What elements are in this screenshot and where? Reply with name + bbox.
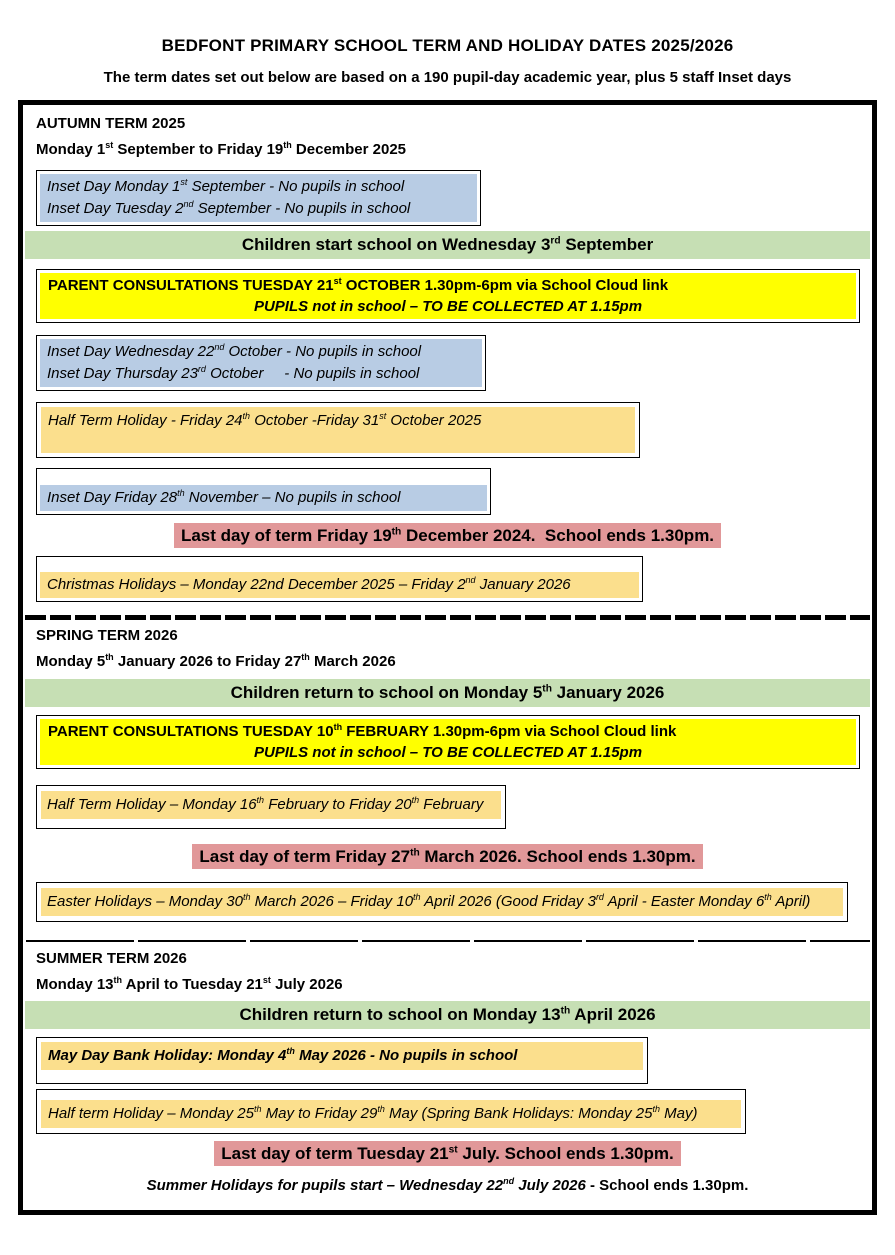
inset-day-line: Inset Day Friday 28th November – No pupils in school xyxy=(47,488,401,506)
may-day-holiday-line: May Day Bank Holiday: Monday 4th May 2026 - No pupils in school xyxy=(41,1042,643,1070)
autumn-inset-box-2 xyxy=(36,335,486,391)
summer-half-term-box xyxy=(36,1089,746,1134)
inset-day-line: Inset Day Tuesday 2nd September - No pupils in school xyxy=(47,199,411,217)
summer-holidays-note xyxy=(23,1175,872,1196)
spring-return-banner: Children return to school on Monday 5th January 2026 xyxy=(25,679,870,707)
page-title: BEDFONT PRIMARY SCHOOL TERM AND HOLIDAY DATES 2025/2026 xyxy=(161,36,734,55)
easter-holidays-line: Easter Holidays – Monday 30th March 2026 – Friday 10th April 2026 (Good Friday 3rd April - Easter Monday 6th April) xyxy=(41,888,843,916)
parent-consultations-line-2: PUPILS not in school – TO BE COLLECTED AT 1.15pm xyxy=(253,744,643,761)
spring-last-day-highlight: Last day of term Friday 27th March 2026. School ends 1.30pm. xyxy=(192,844,702,869)
autumn-half-term-box xyxy=(36,402,640,458)
summer-holidays-note-plain: - School ends 1.30pm. xyxy=(590,1177,749,1194)
autumn-parent-consultations-box xyxy=(36,269,860,323)
autumn-term-heading: AUTUMN TERM 2025 xyxy=(36,115,186,132)
inset-highlight xyxy=(40,339,482,387)
autumn-term-range: Monday 1st September to Friday 19th December 2025 xyxy=(36,140,407,158)
term-separator-thin xyxy=(26,940,870,942)
parent-consultations-line-1: PARENT CONSULTATIONS TUESDAY 21st OCTOBER 1.30pm-6pm via School Cloud link xyxy=(48,276,669,294)
term-separator-dashed xyxy=(25,615,870,620)
spring-term-heading: SPRING TERM 2026 xyxy=(36,627,178,644)
parent-consultations-highlight xyxy=(40,719,856,765)
spring-parent-consultations-box xyxy=(36,715,860,769)
parent-consultations-line-2: PUPILS not in school – TO BE COLLECTED AT 1.15pm xyxy=(253,298,643,315)
document-frame xyxy=(18,100,877,1215)
parent-consultations-line-1: PARENT CONSULTATIONS TUESDAY 10th FEBRUARY 1.30pm-6pm via School Cloud link xyxy=(48,722,677,740)
summer-last-day-highlight: Last day of term Tuesday 21st July. School ends 1.30pm. xyxy=(214,1141,680,1166)
parent-consultations-highlight xyxy=(40,273,856,319)
may-day-holiday-box xyxy=(36,1037,648,1084)
document-page xyxy=(0,36,895,1215)
summer-last-day-row xyxy=(23,1141,872,1166)
autumn-start-banner: Children start school on Wednesday 3rd September xyxy=(25,231,870,259)
inset-highlight xyxy=(40,174,477,222)
autumn-last-day-highlight: Last day of term Friday 19th December 2024. School ends 1.30pm. xyxy=(174,523,721,548)
easter-holidays-box xyxy=(36,882,848,922)
summer-return-banner: Children return to school on Monday 13th April 2026 xyxy=(25,1001,870,1029)
summer-term-range: Monday 13th April to Tuesday 21st July 2026 xyxy=(36,975,343,993)
autumn-inset-box-1 xyxy=(36,170,481,226)
christmas-holidays-line: Christmas Holidays – Monday 22nd December 2025 – Friday 2nd January 2026 xyxy=(40,572,639,598)
spring-half-term-box xyxy=(36,785,506,829)
page-subtitle: The term dates set out below are based on a 190 pupil-day academic year, plus 5 staff Inset days xyxy=(103,69,792,86)
half-term-holiday-line: Half term Holiday – Monday 25th May to Friday 29th May (Spring Bank Holidays: Monday 25th May) xyxy=(41,1100,741,1128)
autumn-inset-box-3 xyxy=(36,468,491,515)
autumn-last-day-row xyxy=(23,523,872,548)
inset-day-line: Inset Day Thursday 23rd October - No pupils in school xyxy=(47,364,420,382)
summer-term-heading: SUMMER TERM 2026 xyxy=(36,950,187,967)
half-term-holiday-line: Half Term Holiday - Friday 24th October -Friday 31st October 2025 xyxy=(41,407,635,453)
inset-day-line: Inset Day Wednesday 22nd October - No pupils in school xyxy=(47,342,422,360)
half-term-holiday-line: Half Term Holiday – Monday 16th February to Friday 20th February xyxy=(41,791,501,819)
spring-term-range: Monday 5th January 2026 to Friday 27th March 2026 xyxy=(36,652,396,670)
inset-day-line: Inset Day Monday 1st September - No pupils in school xyxy=(47,177,405,195)
christmas-holidays-box xyxy=(36,556,643,602)
summer-holidays-note-italic: Summer Holidays for pupils start – Wednesday 22nd July 2026 xyxy=(146,1176,586,1194)
spring-last-day-row xyxy=(23,844,872,869)
inset-highlight xyxy=(40,485,487,511)
